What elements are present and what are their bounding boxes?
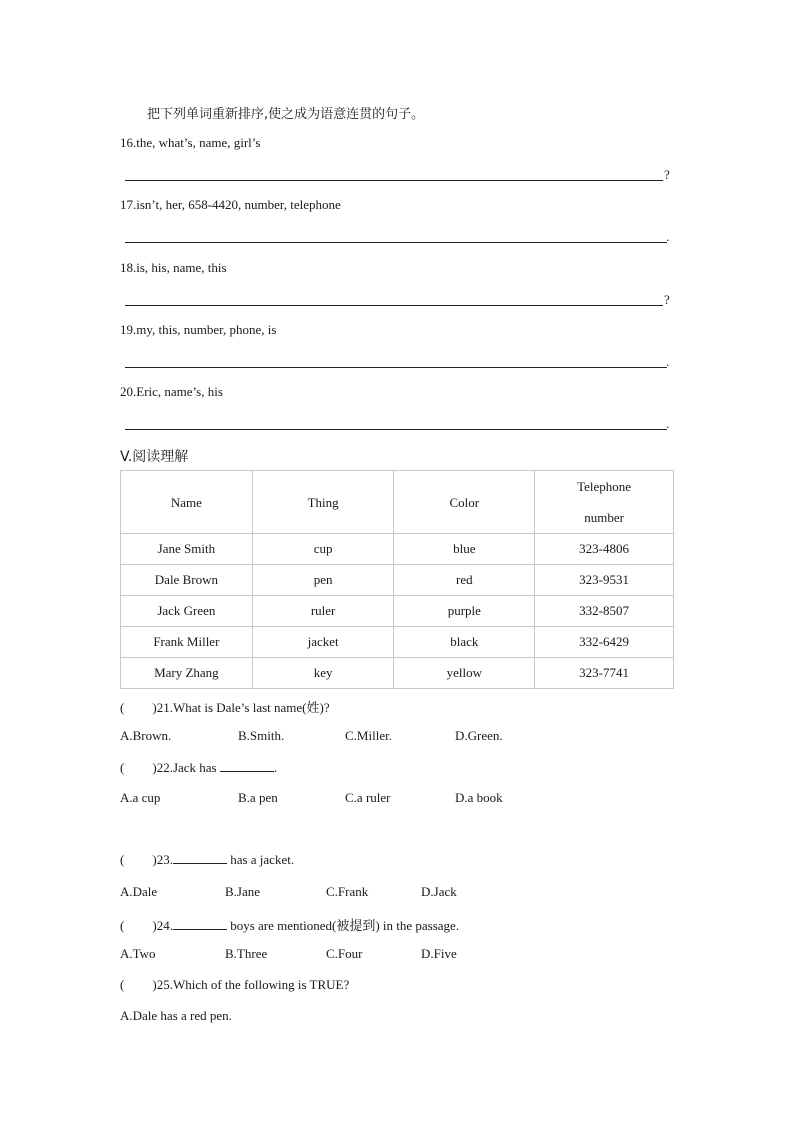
answer-line-16[interactable] xyxy=(125,180,663,181)
table-row xyxy=(121,658,674,689)
question-24-tail: boys are mentioned(被提到) in the passage. xyxy=(226,918,460,933)
cell-phone: 332-8507 xyxy=(535,596,674,627)
answer-line-17[interactable] xyxy=(125,242,667,243)
q21-option-c[interactable]: C.Miller. xyxy=(345,728,392,743)
q24-option-a[interactable]: A.Two xyxy=(120,946,156,961)
cell-phone: 323-9531 xyxy=(535,565,674,596)
answer-line-18[interactable] xyxy=(125,305,663,306)
header-name: Name xyxy=(121,471,253,534)
question-24-text: 24. xyxy=(156,918,173,933)
header-telephone-line2: number xyxy=(584,510,624,525)
header-telephone-line1: Telephone xyxy=(577,479,632,494)
question-23-stem xyxy=(120,852,294,868)
q23-option-c[interactable]: C.Frank xyxy=(326,884,369,899)
q22-option-a[interactable]: A.a cup xyxy=(120,790,161,805)
instruction-text: 把下列单词重新排序,使之成为语意连贯的句子。 xyxy=(147,107,425,122)
header-telephone xyxy=(535,471,674,534)
cell-thing: key xyxy=(252,658,394,689)
header-color: Color xyxy=(394,471,535,534)
section-title: V.阅读理解 xyxy=(120,449,189,465)
question-21-text: 21.What is Dale’s last name(姓)? xyxy=(156,700,330,715)
question-23-tail: has a jacket. xyxy=(226,852,295,867)
cell-phone: 323-4806 xyxy=(535,534,674,565)
answer-paren-close: ) xyxy=(152,700,157,715)
question-22-stem xyxy=(120,760,277,776)
table-row xyxy=(121,596,674,627)
q22-option-b[interactable]: B.a pen xyxy=(238,790,278,805)
question-17-prompt: 17.isn’t, her, 658-4420, number, telephone xyxy=(120,197,341,212)
answer-18-end: ? xyxy=(664,292,670,307)
q25-option-a[interactable]: A.Dale has a red pen. xyxy=(120,1008,232,1023)
cell-phone: 332-6429 xyxy=(535,627,674,658)
cell-color: purple xyxy=(394,596,535,627)
answer-paren-close: ) xyxy=(152,852,157,867)
cell-color: yellow xyxy=(394,658,535,689)
cell-phone: 323-7741 xyxy=(535,658,674,689)
answer-paren-close: ) xyxy=(152,918,157,933)
q22-option-c[interactable]: C.a ruler xyxy=(345,790,391,805)
cell-name: Jane Smith xyxy=(121,534,253,565)
q24-option-c[interactable]: C.Four xyxy=(326,946,363,961)
answer-paren-open: ( xyxy=(120,977,125,992)
cell-name: Frank Miller xyxy=(121,627,253,658)
cell-name: Jack Green xyxy=(121,596,253,627)
table-row xyxy=(121,627,674,658)
q22-option-d[interactable]: D.a book xyxy=(455,790,503,805)
fill-blank-24[interactable] xyxy=(173,918,227,930)
answer-paren-open: ( xyxy=(120,700,125,715)
cell-color: blue xyxy=(394,534,535,565)
answer-paren-open: ( xyxy=(120,852,125,867)
q23-option-d[interactable]: D.Jack xyxy=(421,884,457,899)
table-row xyxy=(121,534,674,565)
question-25-text: 25.Which of the following is TRUE? xyxy=(156,977,350,992)
table-header-row xyxy=(121,471,674,534)
question-22-tail: . xyxy=(273,760,278,775)
cell-thing: pen xyxy=(252,565,394,596)
q21-option-b[interactable]: B.Smith. xyxy=(238,728,285,743)
question-18-prompt: 18.is, his, name, this xyxy=(120,260,227,275)
cell-color: red xyxy=(394,565,535,596)
cell-name: Dale Brown xyxy=(121,565,253,596)
answer-line-19[interactable] xyxy=(125,367,667,368)
cell-color: black xyxy=(394,627,535,658)
answer-paren-close: ) xyxy=(152,760,157,775)
question-24-stem xyxy=(120,915,459,934)
q21-option-d[interactable]: D.Green. xyxy=(455,728,503,743)
answer-paren-close: ) xyxy=(152,977,157,992)
q24-option-b[interactable]: B.Three xyxy=(225,946,268,961)
answer-19-end: . xyxy=(666,354,670,369)
table-row xyxy=(121,565,674,596)
cell-thing: ruler xyxy=(252,596,394,627)
info-table xyxy=(120,470,674,689)
question-21-stem xyxy=(120,697,330,716)
cell-thing: jacket xyxy=(252,627,394,658)
answer-line-20[interactable] xyxy=(125,429,667,430)
fill-blank-22[interactable] xyxy=(220,760,274,772)
question-16-prompt: 16.the, what’s, name, girl’s xyxy=(120,135,261,150)
question-19-prompt: 19.my, this, number, phone, is xyxy=(120,322,277,337)
cell-thing: cup xyxy=(252,534,394,565)
q21-option-a[interactable]: A.Brown. xyxy=(120,728,172,743)
fill-blank-23[interactable] xyxy=(173,852,227,864)
header-thing: Thing xyxy=(252,471,394,534)
question-25-stem xyxy=(120,977,349,993)
answer-20-end: . xyxy=(666,416,670,431)
q23-option-b[interactable]: B.Jane xyxy=(225,884,261,899)
answer-17-end: . xyxy=(666,229,670,244)
question-23-text: 23. xyxy=(156,852,173,867)
question-20-prompt: 20.Eric, name’s, his xyxy=(120,384,223,399)
answer-paren-open: ( xyxy=(120,760,125,775)
q23-option-a[interactable]: A.Dale xyxy=(120,884,158,899)
question-22-text: 22.Jack has xyxy=(156,760,220,775)
q24-option-d[interactable]: D.Five xyxy=(421,946,457,961)
cell-name: Mary Zhang xyxy=(121,658,253,689)
answer-paren-open: ( xyxy=(120,918,125,933)
answer-16-end: ? xyxy=(664,167,670,182)
